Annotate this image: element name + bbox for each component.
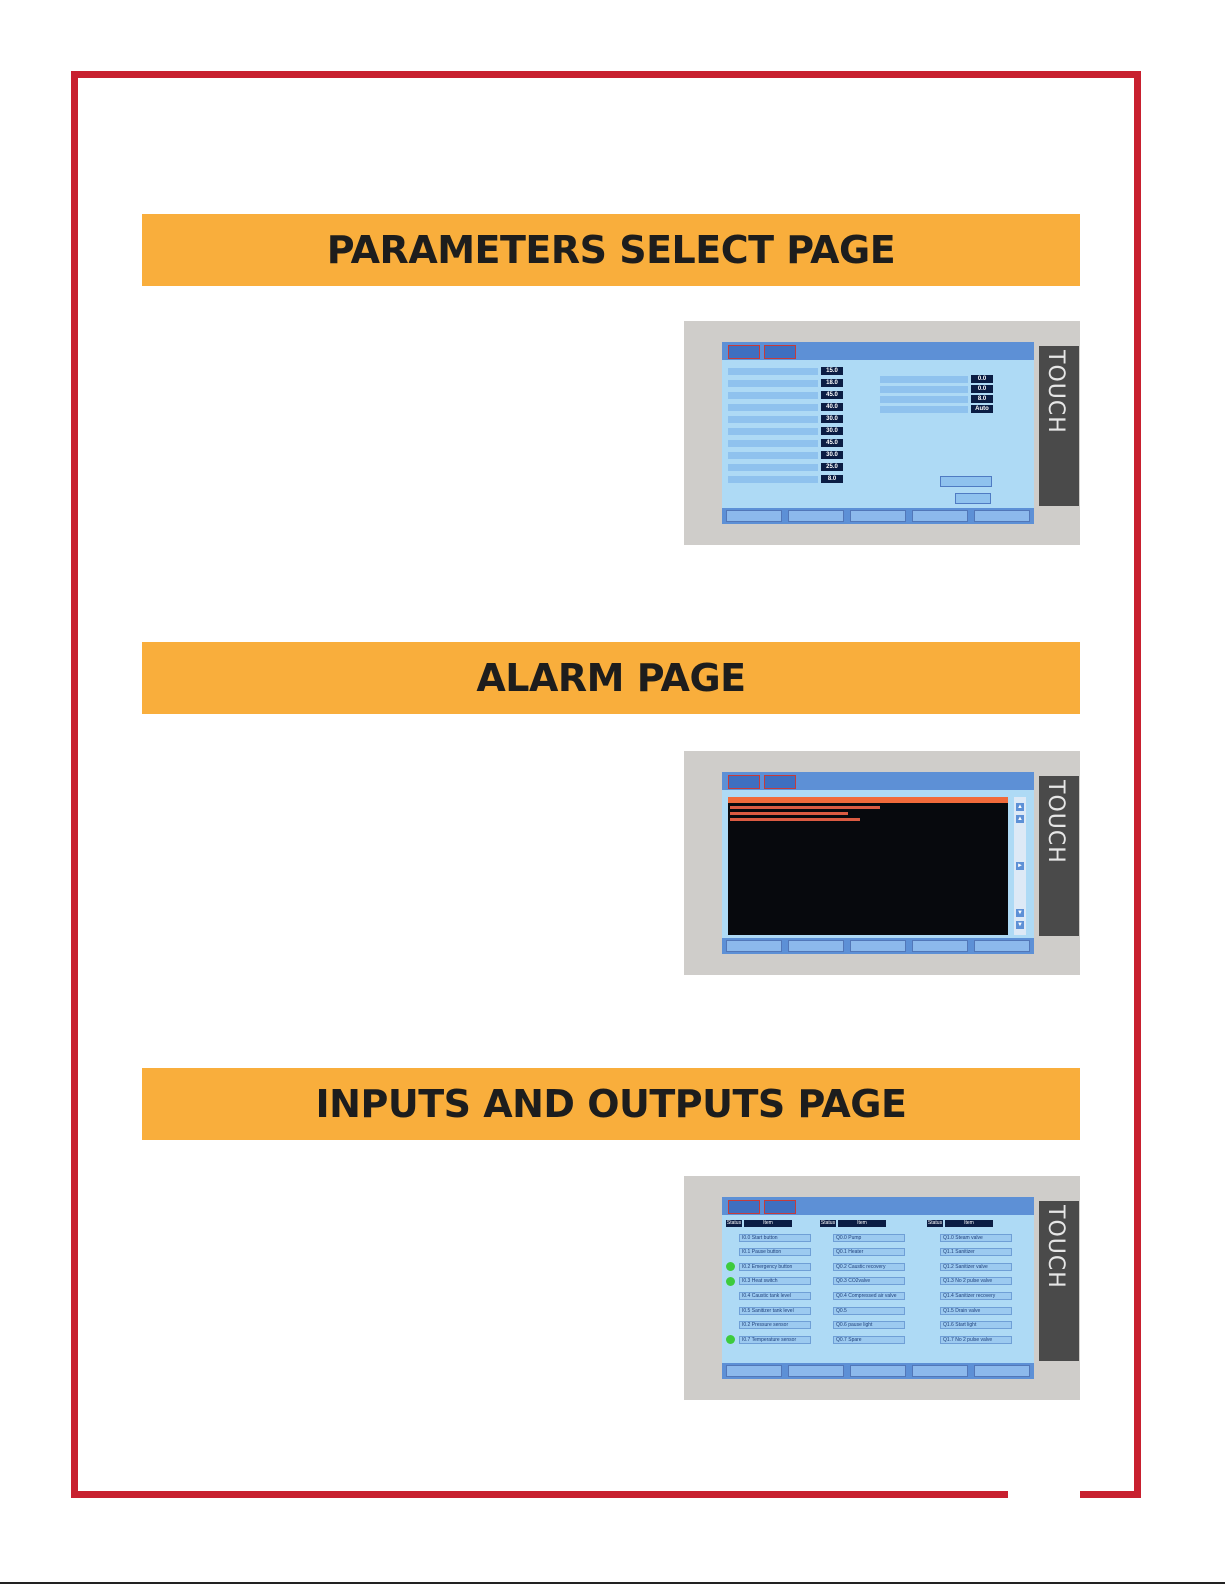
io-column-header	[726, 1220, 792, 1227]
parameter-value: 30.0	[821, 451, 843, 459]
frame-border-right	[1134, 71, 1141, 1498]
nav-button	[912, 510, 968, 522]
factory-setting-button	[940, 476, 992, 487]
status-indicator-icon	[726, 1233, 735, 1242]
io-item-label: Q0.5	[833, 1307, 905, 1315]
parameter-label	[728, 476, 818, 483]
screen-nav-bar	[722, 1363, 1034, 1379]
io-row	[726, 1291, 811, 1300]
io-row	[820, 1321, 905, 1330]
status-indicator-icon	[726, 1248, 735, 1257]
parameter-label	[728, 464, 818, 471]
parameter-label	[880, 386, 968, 393]
status-indicator-icon	[820, 1248, 829, 1257]
io-item-label: Q1.0 Steam valve	[940, 1234, 1012, 1242]
status-indicator-icon	[927, 1291, 936, 1300]
io-item-label: Q1.1 Sanitizer	[940, 1248, 1012, 1256]
status-indicator-icon	[726, 1277, 735, 1286]
io-row	[726, 1262, 811, 1271]
io-row	[927, 1277, 1012, 1286]
io-item-label: I0.2 Pressure sensor	[739, 1321, 811, 1329]
io-item-label: I0.4 Caustic tank level	[739, 1292, 811, 1300]
parameter-value: 0.0	[971, 375, 993, 383]
parameter-label	[728, 368, 818, 375]
nav-button	[850, 940, 906, 952]
io-item-label: I0.3 Heat switch	[739, 1277, 811, 1285]
screen-nav-bar	[722, 938, 1034, 954]
status-header: Status	[927, 1220, 943, 1226]
io-row	[927, 1321, 1012, 1330]
alarm-entry	[730, 818, 860, 821]
io-screen	[722, 1197, 1034, 1379]
item-header: Item	[744, 1220, 792, 1227]
frame-border-bottom-end	[1080, 1491, 1141, 1498]
alarm-screen	[722, 772, 1034, 954]
io-item-label: Q0.4 Compressed air valve	[833, 1292, 905, 1300]
io-item-label: Q0.7 Spare	[833, 1336, 905, 1344]
status-header: Status	[726, 1220, 742, 1226]
io-item-label: Q1.5 Drain valve	[940, 1307, 1012, 1315]
alarm-screen-photo	[684, 751, 1080, 975]
status-indicator-icon	[927, 1262, 936, 1271]
status-indicator-icon	[726, 1335, 735, 1344]
status-indicator-icon	[927, 1335, 936, 1344]
io-item-label: Q1.2 Sanitizer valve	[940, 1263, 1012, 1271]
parameter-row	[728, 403, 843, 411]
io-row	[726, 1233, 811, 1242]
io-item-label: Q0.3 CO2valve	[833, 1277, 905, 1285]
parameter-label	[880, 396, 968, 403]
io-row	[927, 1335, 1012, 1344]
device-brand-text: TOUCH	[1043, 350, 1068, 434]
nav-button	[974, 510, 1030, 522]
io-item-label: I0.1 Pause button	[739, 1248, 811, 1256]
screen-top-bar	[722, 342, 1034, 360]
parameter-row	[728, 427, 843, 435]
parameter-row	[728, 451, 843, 459]
parameter-value: 30.0	[821, 427, 843, 435]
parameter-row	[880, 385, 993, 393]
parameter-row	[880, 405, 993, 413]
io-item-label: Q1.4 Sanitizer recovery	[940, 1292, 1012, 1300]
io-item-label: I0.7 Temperature sensor	[739, 1336, 811, 1344]
status-indicator-icon	[927, 1277, 936, 1286]
status-indicator-icon	[726, 1262, 735, 1271]
device-brand-text: TOUCH	[1043, 1205, 1068, 1289]
io-column-header	[927, 1220, 993, 1227]
parameter-label	[728, 452, 818, 459]
scroll-down-icon: ▼	[1017, 922, 1023, 928]
status-indicator-icon	[927, 1233, 936, 1242]
io-row	[927, 1291, 1012, 1300]
status-indicator-icon	[927, 1306, 936, 1315]
parameter-value: Auto	[971, 405, 993, 413]
frame-border-top	[71, 71, 1141, 78]
status-indicator-icon	[726, 1291, 735, 1300]
nav-button	[974, 1365, 1030, 1377]
section-heading-text: PARAMETERS SELECT PAGE	[326, 228, 896, 272]
parameter-row	[728, 463, 843, 471]
io-row	[927, 1306, 1012, 1315]
parameter-row	[728, 379, 843, 387]
scroll-up-icon: ▲	[1017, 804, 1023, 810]
status-indicator-icon	[726, 1306, 735, 1315]
io-item-label: I0.2 Emergency button	[739, 1263, 811, 1271]
screen-top-button	[764, 1200, 796, 1214]
screen-top-button	[728, 345, 760, 359]
status-indicator-icon	[726, 1321, 735, 1330]
screen-top-button	[764, 345, 796, 359]
io-item-label: Q0.0 Pump	[833, 1234, 905, 1242]
scroll-icon: ►	[1017, 863, 1023, 869]
parameter-label	[728, 380, 818, 387]
io-item-label: Q1.6 Start light	[940, 1321, 1012, 1329]
nav-button	[726, 940, 782, 952]
save-button	[955, 493, 991, 504]
io-row	[726, 1248, 811, 1257]
frame-border-left	[71, 71, 78, 1498]
io-row	[927, 1262, 1012, 1271]
io-item-label: I0.5 Sanitizer tank level	[739, 1307, 811, 1315]
status-indicator-icon	[820, 1306, 829, 1315]
io-item-label: Q0.2 Caustic recovery	[833, 1263, 905, 1271]
parameter-row	[880, 395, 993, 403]
io-row	[820, 1262, 905, 1271]
parameter-value: 45.0	[821, 439, 843, 447]
nav-button	[788, 1365, 844, 1377]
io-row	[820, 1248, 905, 1257]
nav-button	[912, 940, 968, 952]
nav-button	[850, 1365, 906, 1377]
parameter-label	[728, 404, 818, 411]
status-indicator-icon	[820, 1262, 829, 1271]
io-item-label: Q0.1 Heater	[833, 1248, 905, 1256]
parameters-screen	[722, 342, 1034, 524]
screen-top-bar	[722, 1197, 1034, 1215]
io-row	[726, 1321, 811, 1330]
parameter-value: 8.0	[971, 395, 993, 403]
io-row	[726, 1277, 811, 1286]
nav-button	[726, 1365, 782, 1377]
parameter-label	[728, 440, 818, 447]
parameter-value: 45.0	[821, 391, 843, 399]
section-heading-io	[142, 1068, 1080, 1140]
device-brand-strip	[1039, 776, 1079, 936]
io-screen-photo	[684, 1176, 1080, 1400]
nav-button	[850, 510, 906, 522]
io-row	[820, 1306, 905, 1315]
io-row	[820, 1291, 905, 1300]
io-row	[726, 1306, 811, 1315]
status-indicator-icon	[820, 1233, 829, 1242]
parameter-row	[728, 391, 843, 399]
parameter-value: 40.0	[821, 403, 843, 411]
status-header: Status	[820, 1220, 836, 1226]
parameter-row	[728, 439, 843, 447]
parameter-value: 0.0	[971, 385, 993, 393]
io-item-label: Q0.6 pause light	[833, 1321, 905, 1329]
parameter-label	[728, 392, 818, 399]
screen-top-button	[728, 775, 760, 789]
status-indicator-icon	[820, 1321, 829, 1330]
section-heading-parameters	[142, 214, 1080, 286]
nav-button	[788, 940, 844, 952]
parameter-label	[880, 406, 968, 413]
device-brand-strip	[1039, 346, 1079, 506]
status-indicator-icon	[820, 1335, 829, 1344]
section-heading-text: ALARM PAGE	[476, 656, 746, 700]
section-heading-alarm	[142, 642, 1080, 714]
nav-button	[726, 510, 782, 522]
item-header: Item	[838, 1220, 886, 1227]
nav-button	[974, 940, 1030, 952]
io-item-label: I0.0 Start button	[739, 1234, 811, 1242]
screen-top-bar	[722, 772, 1034, 790]
screen-top-button	[764, 775, 796, 789]
parameter-label	[728, 428, 818, 435]
parameter-value: 15.0	[821, 367, 843, 375]
scroll-down-icon: ▼	[1017, 910, 1023, 916]
screen-nav-bar	[722, 508, 1034, 524]
parameter-row	[728, 415, 843, 423]
screen-top-button	[728, 1200, 760, 1214]
parameter-label	[880, 376, 968, 383]
io-row	[726, 1335, 811, 1344]
status-indicator-icon	[820, 1277, 829, 1286]
parameters-screen-photo	[684, 321, 1080, 545]
io-row	[820, 1233, 905, 1242]
parameter-value: 18.0	[821, 379, 843, 387]
parameter-label	[728, 416, 818, 423]
device-brand-text: TOUCH	[1043, 780, 1068, 864]
frame-border-bottom	[71, 1491, 1008, 1498]
item-header: Item	[945, 1220, 993, 1227]
nav-button	[912, 1365, 968, 1377]
parameter-row	[728, 367, 843, 375]
scroll-up-icon: ▲	[1017, 816, 1023, 822]
alarm-entry	[730, 806, 880, 809]
parameter-row	[728, 475, 843, 483]
status-indicator-icon	[820, 1291, 829, 1300]
alarm-scrollbar	[1014, 797, 1026, 935]
parameter-row	[880, 375, 993, 383]
status-indicator-icon	[927, 1321, 936, 1330]
io-row	[927, 1233, 1012, 1242]
parameter-value: 30.0	[821, 415, 843, 423]
parameter-value: 8.0	[821, 475, 843, 483]
io-column-header	[820, 1220, 886, 1227]
io-item-label: Q1.7 No 2 pulse valve	[940, 1336, 1012, 1344]
parameter-value: 25.0	[821, 463, 843, 471]
alarm-log	[728, 797, 1008, 935]
device-brand-strip	[1039, 1201, 1079, 1361]
io-row	[820, 1277, 905, 1286]
nav-button	[788, 510, 844, 522]
section-heading-text: INPUTS AND OUTPUTS PAGE	[315, 1082, 907, 1126]
io-row	[927, 1248, 1012, 1257]
page-baseline	[0, 1582, 1225, 1584]
alarm-entry	[730, 812, 848, 815]
io-row	[820, 1335, 905, 1344]
status-indicator-icon	[927, 1248, 936, 1257]
io-item-label: Q1.3 No 2 pulse valve	[940, 1277, 1012, 1285]
